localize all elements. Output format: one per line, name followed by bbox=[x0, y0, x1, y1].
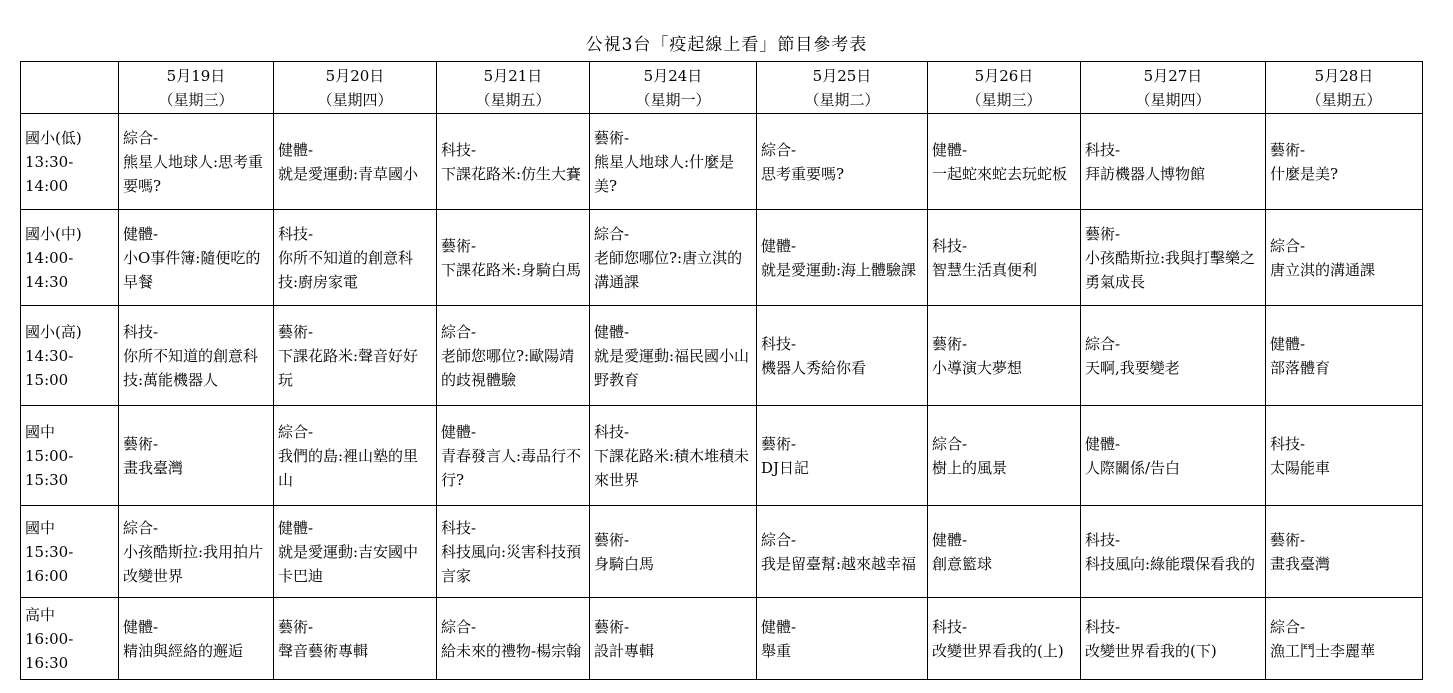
slot-level: 國小(低) bbox=[25, 128, 82, 147]
program-title: 小孩酷斯拉:我用拍片改變世界 bbox=[123, 542, 264, 585]
schedule-table bbox=[20, 61, 1423, 680]
program-category: 健體- bbox=[123, 617, 159, 636]
program-cell bbox=[928, 114, 1081, 210]
program-category: 藝術- bbox=[1270, 140, 1306, 159]
table-row bbox=[21, 306, 1423, 406]
day-weekday: （星期四） bbox=[317, 90, 393, 109]
schedule-body bbox=[21, 114, 1423, 680]
program-category: 健體- bbox=[1085, 434, 1121, 453]
program-cell bbox=[119, 210, 274, 306]
program-cell bbox=[274, 306, 437, 406]
program-title: 你所不知道的創意科技:萬能機器人 bbox=[123, 346, 259, 389]
program-title: 精油與經絡的邂逅 bbox=[123, 641, 244, 660]
program-cell bbox=[928, 406, 1081, 506]
program-category: 科技- bbox=[594, 422, 630, 441]
program-cell bbox=[590, 506, 757, 598]
slot-start: 14:00- bbox=[25, 248, 74, 267]
program-category: 藝術- bbox=[1270, 530, 1306, 549]
day-weekday: （星期二） bbox=[804, 90, 880, 109]
program-category: 健體- bbox=[441, 422, 477, 441]
day-header bbox=[928, 62, 1081, 114]
program-cell bbox=[757, 210, 928, 306]
program-cell bbox=[274, 406, 437, 506]
program-category: 科技- bbox=[1085, 530, 1121, 549]
header-row bbox=[21, 62, 1423, 114]
day-weekday: （星期三） bbox=[158, 90, 234, 109]
program-category: 藝術- bbox=[1085, 224, 1121, 243]
program-category: 藝術- bbox=[932, 334, 968, 353]
program-category: 藝術- bbox=[761, 434, 797, 453]
day-date: 5月24日 bbox=[643, 66, 703, 85]
program-category: 科技- bbox=[1085, 617, 1121, 636]
program-category: 科技- bbox=[1085, 140, 1121, 159]
slot-level: 國小(中) bbox=[25, 224, 82, 243]
program-title: 改變世界看我的(上) bbox=[932, 641, 1064, 660]
program-category: 藝術- bbox=[278, 322, 314, 341]
program-title: 就是愛運動:福民國小山野教育 bbox=[594, 346, 750, 389]
slot-level: 高中 bbox=[25, 605, 56, 624]
program-cell bbox=[1266, 210, 1423, 306]
program-title: 老師您哪位?:唐立淇的溝通課 bbox=[594, 248, 743, 291]
program-title: 就是愛運動:吉安國中卡巴迪 bbox=[278, 542, 419, 585]
program-cell bbox=[757, 114, 928, 210]
program-cell bbox=[1266, 306, 1423, 406]
program-cell bbox=[437, 406, 590, 506]
program-title: 畫我臺灣 bbox=[123, 458, 184, 477]
day-weekday: （星期一） bbox=[635, 90, 711, 109]
program-category: 綜合- bbox=[761, 530, 797, 549]
program-category: 科技- bbox=[1270, 434, 1306, 453]
program-cell bbox=[437, 598, 590, 680]
program-category: 綜合- bbox=[441, 322, 477, 341]
program-title: 我是留臺幫:越來越幸福 bbox=[761, 554, 917, 573]
table-row bbox=[21, 506, 1423, 598]
program-category: 科技- bbox=[278, 224, 314, 243]
program-category: 健體- bbox=[932, 140, 968, 159]
program-title: 熊星人地球人:思考重要嗎? bbox=[123, 152, 264, 195]
program-cell bbox=[757, 306, 928, 406]
program-category: 健體- bbox=[278, 140, 314, 159]
day-header bbox=[274, 62, 437, 114]
time-slot-cell bbox=[21, 114, 119, 210]
program-title: 就是愛運動:海上體驗課 bbox=[761, 260, 917, 279]
program-category: 綜合- bbox=[123, 128, 159, 147]
program-cell bbox=[590, 406, 757, 506]
program-title: 老師您哪位?:歐陽靖的歧視體驗 bbox=[441, 346, 575, 389]
program-cell bbox=[928, 210, 1081, 306]
day-date: 5月26日 bbox=[974, 66, 1034, 85]
corner-cell bbox=[21, 62, 119, 114]
slot-start: 13:30- bbox=[25, 152, 74, 171]
day-header bbox=[119, 62, 274, 114]
program-cell bbox=[928, 506, 1081, 598]
program-title: 改變世界看我的(下) bbox=[1085, 641, 1217, 660]
program-cell bbox=[437, 210, 590, 306]
program-category: 科技- bbox=[932, 617, 968, 636]
program-cell bbox=[757, 406, 928, 506]
program-cell bbox=[757, 598, 928, 680]
day-date: 5月27日 bbox=[1143, 66, 1203, 85]
program-cell bbox=[590, 598, 757, 680]
day-date: 5月19日 bbox=[166, 66, 226, 85]
day-header bbox=[1081, 62, 1266, 114]
slot-level: 國中 bbox=[25, 422, 56, 441]
program-category: 綜合- bbox=[441, 617, 477, 636]
program-category: 藝術- bbox=[441, 236, 477, 255]
program-cell bbox=[274, 598, 437, 680]
program-title: 下課花路米:聲音好好玩 bbox=[278, 346, 419, 389]
program-cell bbox=[1081, 210, 1266, 306]
program-title: 機器人秀給你看 bbox=[761, 358, 867, 377]
program-cell bbox=[1081, 406, 1266, 506]
program-category: 健體- bbox=[761, 617, 797, 636]
day-header bbox=[437, 62, 590, 114]
slot-end: 15:00 bbox=[25, 370, 69, 389]
program-title: 思考重要嗎? bbox=[761, 164, 845, 183]
slot-end: 16:30 bbox=[25, 653, 69, 672]
program-cell bbox=[274, 114, 437, 210]
program-title: 畫我臺灣 bbox=[1270, 554, 1331, 573]
program-cell bbox=[590, 114, 757, 210]
slot-level: 國小(高) bbox=[25, 322, 82, 341]
program-title: 我們的島:裡山塾的里山 bbox=[278, 446, 419, 489]
day-weekday: （星期五） bbox=[1306, 90, 1382, 109]
program-title: 小孩酷斯拉:我與打擊樂之勇氣成長 bbox=[1085, 248, 1256, 291]
time-slot-cell bbox=[21, 506, 119, 598]
day-weekday: （星期五） bbox=[475, 90, 551, 109]
program-title: 樹上的風景 bbox=[932, 458, 1008, 477]
program-cell bbox=[119, 506, 274, 598]
slot-end: 14:30 bbox=[25, 272, 69, 291]
time-slot-cell bbox=[21, 598, 119, 680]
day-date: 5月28日 bbox=[1314, 66, 1374, 85]
program-title: 小導演大夢想 bbox=[932, 358, 1023, 377]
program-cell bbox=[928, 306, 1081, 406]
slot-start: 16:00- bbox=[25, 629, 74, 648]
program-title: DJ日記 bbox=[761, 458, 810, 477]
program-category: 綜合- bbox=[761, 140, 797, 159]
time-slot-cell bbox=[21, 306, 119, 406]
program-category: 藝術- bbox=[123, 434, 159, 453]
program-title: 身騎白馬 bbox=[594, 554, 655, 573]
program-category: 科技- bbox=[441, 140, 477, 159]
program-title: 下課花路米:身騎白馬 bbox=[441, 260, 582, 279]
program-title: 你所不知道的創意科技:廚房家電 bbox=[278, 248, 414, 291]
program-category: 綜合- bbox=[123, 518, 159, 537]
program-cell bbox=[119, 306, 274, 406]
program-title: 科技風向:綠能環保看我的 bbox=[1085, 554, 1256, 573]
program-title: 給未來的禮物-楊宗翰 bbox=[441, 641, 582, 660]
program-category: 綜合- bbox=[594, 224, 630, 243]
program-cell bbox=[437, 306, 590, 406]
program-title: 下課花路米:仿生大賽 bbox=[441, 164, 582, 183]
slot-end: 15:30 bbox=[25, 470, 69, 489]
program-cell bbox=[1081, 598, 1266, 680]
program-category: 藝術- bbox=[594, 128, 630, 147]
program-cell bbox=[1081, 506, 1266, 598]
slot-level: 國中 bbox=[25, 518, 56, 537]
program-cell bbox=[757, 506, 928, 598]
program-cell bbox=[437, 114, 590, 210]
program-title: 熊星人地球人:什麼是美? bbox=[594, 152, 735, 195]
day-header bbox=[757, 62, 928, 114]
program-title: 人際關係/告白 bbox=[1085, 458, 1181, 477]
program-category: 綜合- bbox=[932, 434, 968, 453]
program-category: 藝術- bbox=[278, 617, 314, 636]
program-title: 拜訪機器人博物館 bbox=[1085, 164, 1206, 183]
table-row bbox=[21, 210, 1423, 306]
program-cell bbox=[1266, 598, 1423, 680]
program-title: 一起蛇來蛇去玩蛇板 bbox=[932, 164, 1068, 183]
program-title: 部落體育 bbox=[1270, 358, 1331, 377]
program-category: 健體- bbox=[278, 518, 314, 537]
table-row bbox=[21, 406, 1423, 506]
program-category: 科技- bbox=[441, 518, 477, 537]
program-title: 舉重 bbox=[761, 641, 792, 660]
program-cell bbox=[274, 210, 437, 306]
program-title: 聲音藝術專輯 bbox=[278, 641, 369, 660]
program-category: 科技- bbox=[761, 334, 797, 353]
day-date: 5月25日 bbox=[812, 66, 872, 85]
program-category: 綜合- bbox=[1270, 236, 1306, 255]
program-title: 設計專輯 bbox=[594, 641, 655, 660]
time-slot-cell bbox=[21, 210, 119, 306]
slot-end: 16:00 bbox=[25, 566, 69, 585]
program-title: 什麼是美? bbox=[1270, 164, 1339, 183]
program-cell bbox=[119, 114, 274, 210]
program-title: 小O事件簿:隨便吃的早餐 bbox=[123, 248, 261, 291]
day-weekday: （星期三） bbox=[966, 90, 1042, 109]
table-row bbox=[21, 598, 1423, 680]
page-title: 公視3台「疫起線上看」節目參考表 bbox=[585, 35, 868, 55]
slot-start: 15:00- bbox=[25, 446, 74, 465]
program-title: 青春發言人:毒品行不行? bbox=[441, 446, 582, 489]
program-cell bbox=[928, 598, 1081, 680]
program-category: 健體- bbox=[932, 530, 968, 549]
program-cell bbox=[437, 506, 590, 598]
program-cell bbox=[1081, 306, 1266, 406]
program-category: 藝術- bbox=[594, 617, 630, 636]
program-category: 健體- bbox=[1270, 334, 1306, 353]
day-header bbox=[1266, 62, 1423, 114]
program-cell bbox=[590, 210, 757, 306]
program-category: 藝術- bbox=[594, 530, 630, 549]
program-category: 健體- bbox=[123, 224, 159, 243]
day-date: 5月20日 bbox=[325, 66, 385, 85]
day-weekday: （星期四） bbox=[1135, 90, 1211, 109]
program-title: 就是愛運動:青草國小 bbox=[278, 164, 419, 183]
program-category: 科技- bbox=[123, 322, 159, 341]
program-title: 智慧生活真便利 bbox=[932, 260, 1038, 279]
program-cell bbox=[590, 306, 757, 406]
program-cell bbox=[274, 506, 437, 598]
program-title: 創意籃球 bbox=[932, 554, 993, 573]
slot-end: 14:00 bbox=[25, 176, 69, 195]
program-title: 下課花路米:積木堆積未來世界 bbox=[594, 446, 750, 489]
program-category: 綜合- bbox=[1085, 334, 1121, 353]
table-row bbox=[21, 114, 1423, 210]
program-category: 綜合- bbox=[278, 422, 314, 441]
program-cell bbox=[1266, 506, 1423, 598]
program-cell bbox=[119, 406, 274, 506]
program-category: 科技- bbox=[932, 236, 968, 255]
program-cell bbox=[1081, 114, 1266, 210]
program-title: 唐立淇的溝通課 bbox=[1270, 260, 1376, 279]
program-title: 太陽能車 bbox=[1270, 458, 1331, 477]
program-title: 漁工鬥士李麗華 bbox=[1270, 641, 1376, 660]
slot-start: 14:30- bbox=[25, 346, 74, 365]
program-title: 科技風向:災害科技預言家 bbox=[441, 542, 582, 585]
slot-start: 15:30- bbox=[25, 542, 74, 561]
program-category: 健體- bbox=[761, 236, 797, 255]
time-slot-cell bbox=[21, 406, 119, 506]
program-title: 天啊,我要變老 bbox=[1085, 358, 1180, 377]
program-cell bbox=[1266, 406, 1423, 506]
day-header bbox=[590, 62, 757, 114]
program-cell bbox=[119, 598, 274, 680]
program-cell bbox=[1266, 114, 1423, 210]
day-date: 5月21日 bbox=[483, 66, 543, 85]
program-category: 綜合- bbox=[1270, 617, 1306, 636]
program-category: 健體- bbox=[594, 322, 630, 341]
